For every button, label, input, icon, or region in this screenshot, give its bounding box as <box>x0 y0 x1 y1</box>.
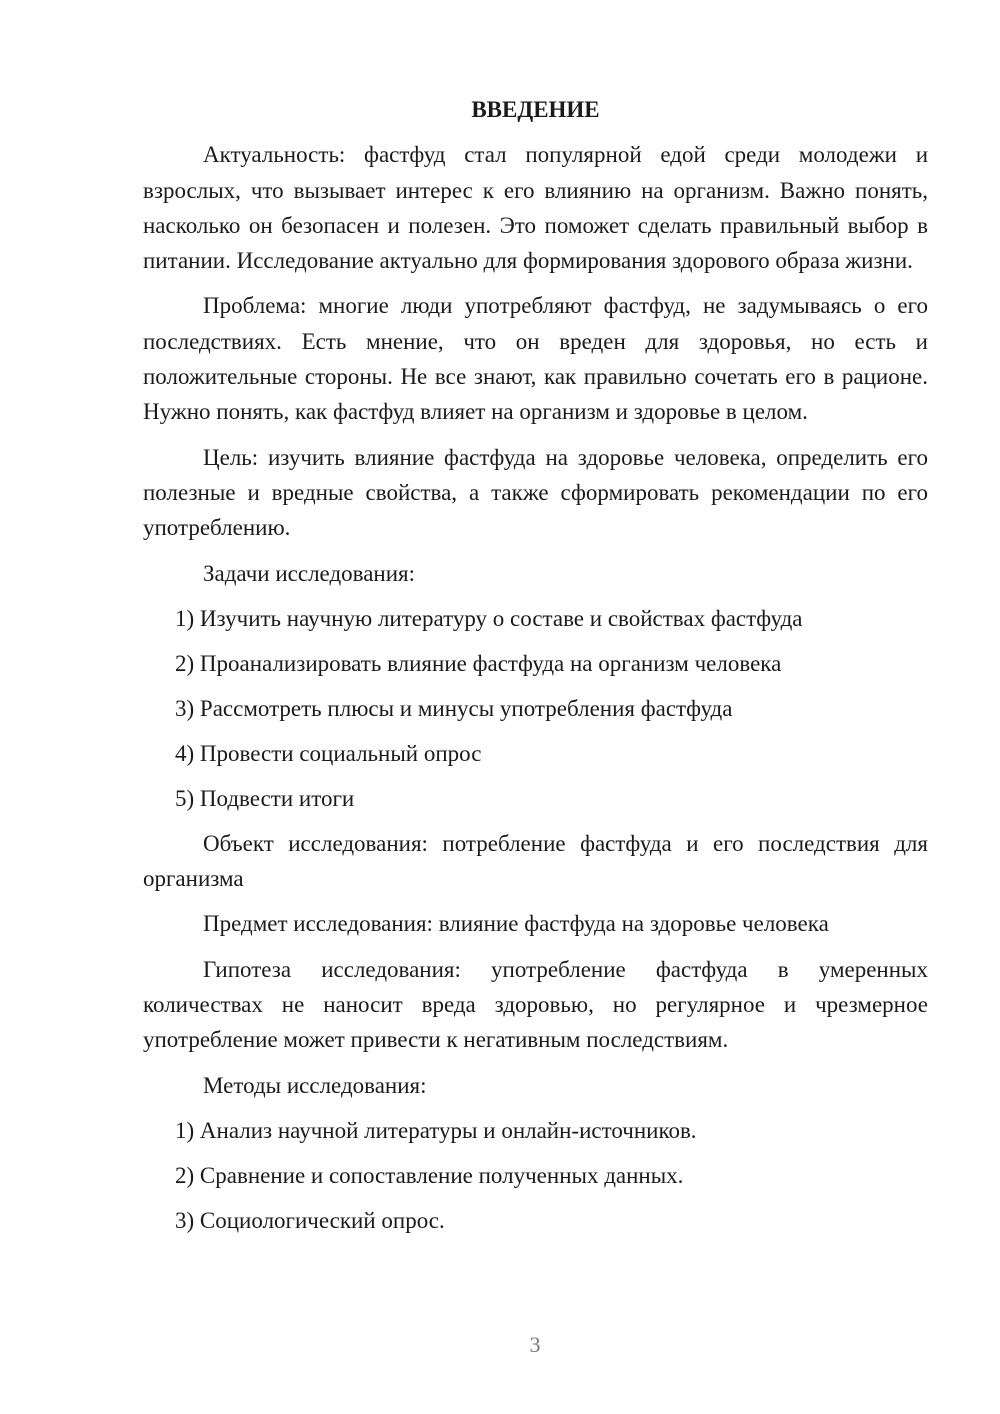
task-item: 3) Рассмотреть плюсы и минусы употребления фастфуда <box>175 695 733 721</box>
method-item: 3) Социологический опрос. <box>175 1207 445 1233</box>
page-number: 3 <box>529 1332 541 1357</box>
task-item: 4) Провести социальный опрос <box>175 740 482 766</box>
methods-heading: Методы исследования: <box>203 1072 427 1098</box>
task-item: 1) Изучить научную литературу о составе и свойствах фастфуда <box>175 605 803 631</box>
problem-paragraph: Проблема: многие люди употребляют фастфуд, не задумываясь о его последствиях. Есть мнение, что он вреден для здоровья, но есть и положительные стороны. Не все знают, как правильно сочетать его в рационе. Нужно понять, как фастфуд влияет на организм и здоровье в целом. <box>143 293 928 425</box>
subject-paragraph: Предмет исследования: влияние фастфуда на здоровье человека <box>203 911 829 937</box>
document-page <box>143 92 928 1248</box>
tasks-heading: Задачи исследования: <box>203 560 416 586</box>
hypothesis-paragraph: Гипотеза исследования: употребление фастфуда в умеренных количествах не наносит вреда здоровью, но регулярное и чрезмерное употребление может привести к негативным последствиям. <box>143 956 928 1053</box>
task-item: 2) Проанализировать влияние фастфуда на организм человека <box>175 650 782 676</box>
section-title: ВВЕДЕНИЕ <box>471 97 600 122</box>
goal-paragraph: Цель: изучить влияние фастфуда на здоровье человека, определить его полезные и вредные свойства, а также сформировать рекомендации по его употреблению. <box>143 444 928 541</box>
method-item: 1) Анализ научной литературы и онлайн-источников. <box>175 1117 697 1143</box>
object-paragraph: Объект исследования: потребление фастфуда и его последствия для организма <box>143 830 928 892</box>
relevance-paragraph: Актуальность: фастфуд стал популярной едой среди молодежи и взрослых, что вызывает интерес к его влиянию на организм. Важно понять, насколько он безопасен и полезен. Это поможет сделать правильный выбор в питании. Исследование актуально для формирования здорового образа жизни. <box>143 142 928 274</box>
task-item: 5) Подвести итоги <box>175 785 355 811</box>
method-item: 2) Сравнение и сопоставление полученных данных. <box>175 1162 684 1188</box>
